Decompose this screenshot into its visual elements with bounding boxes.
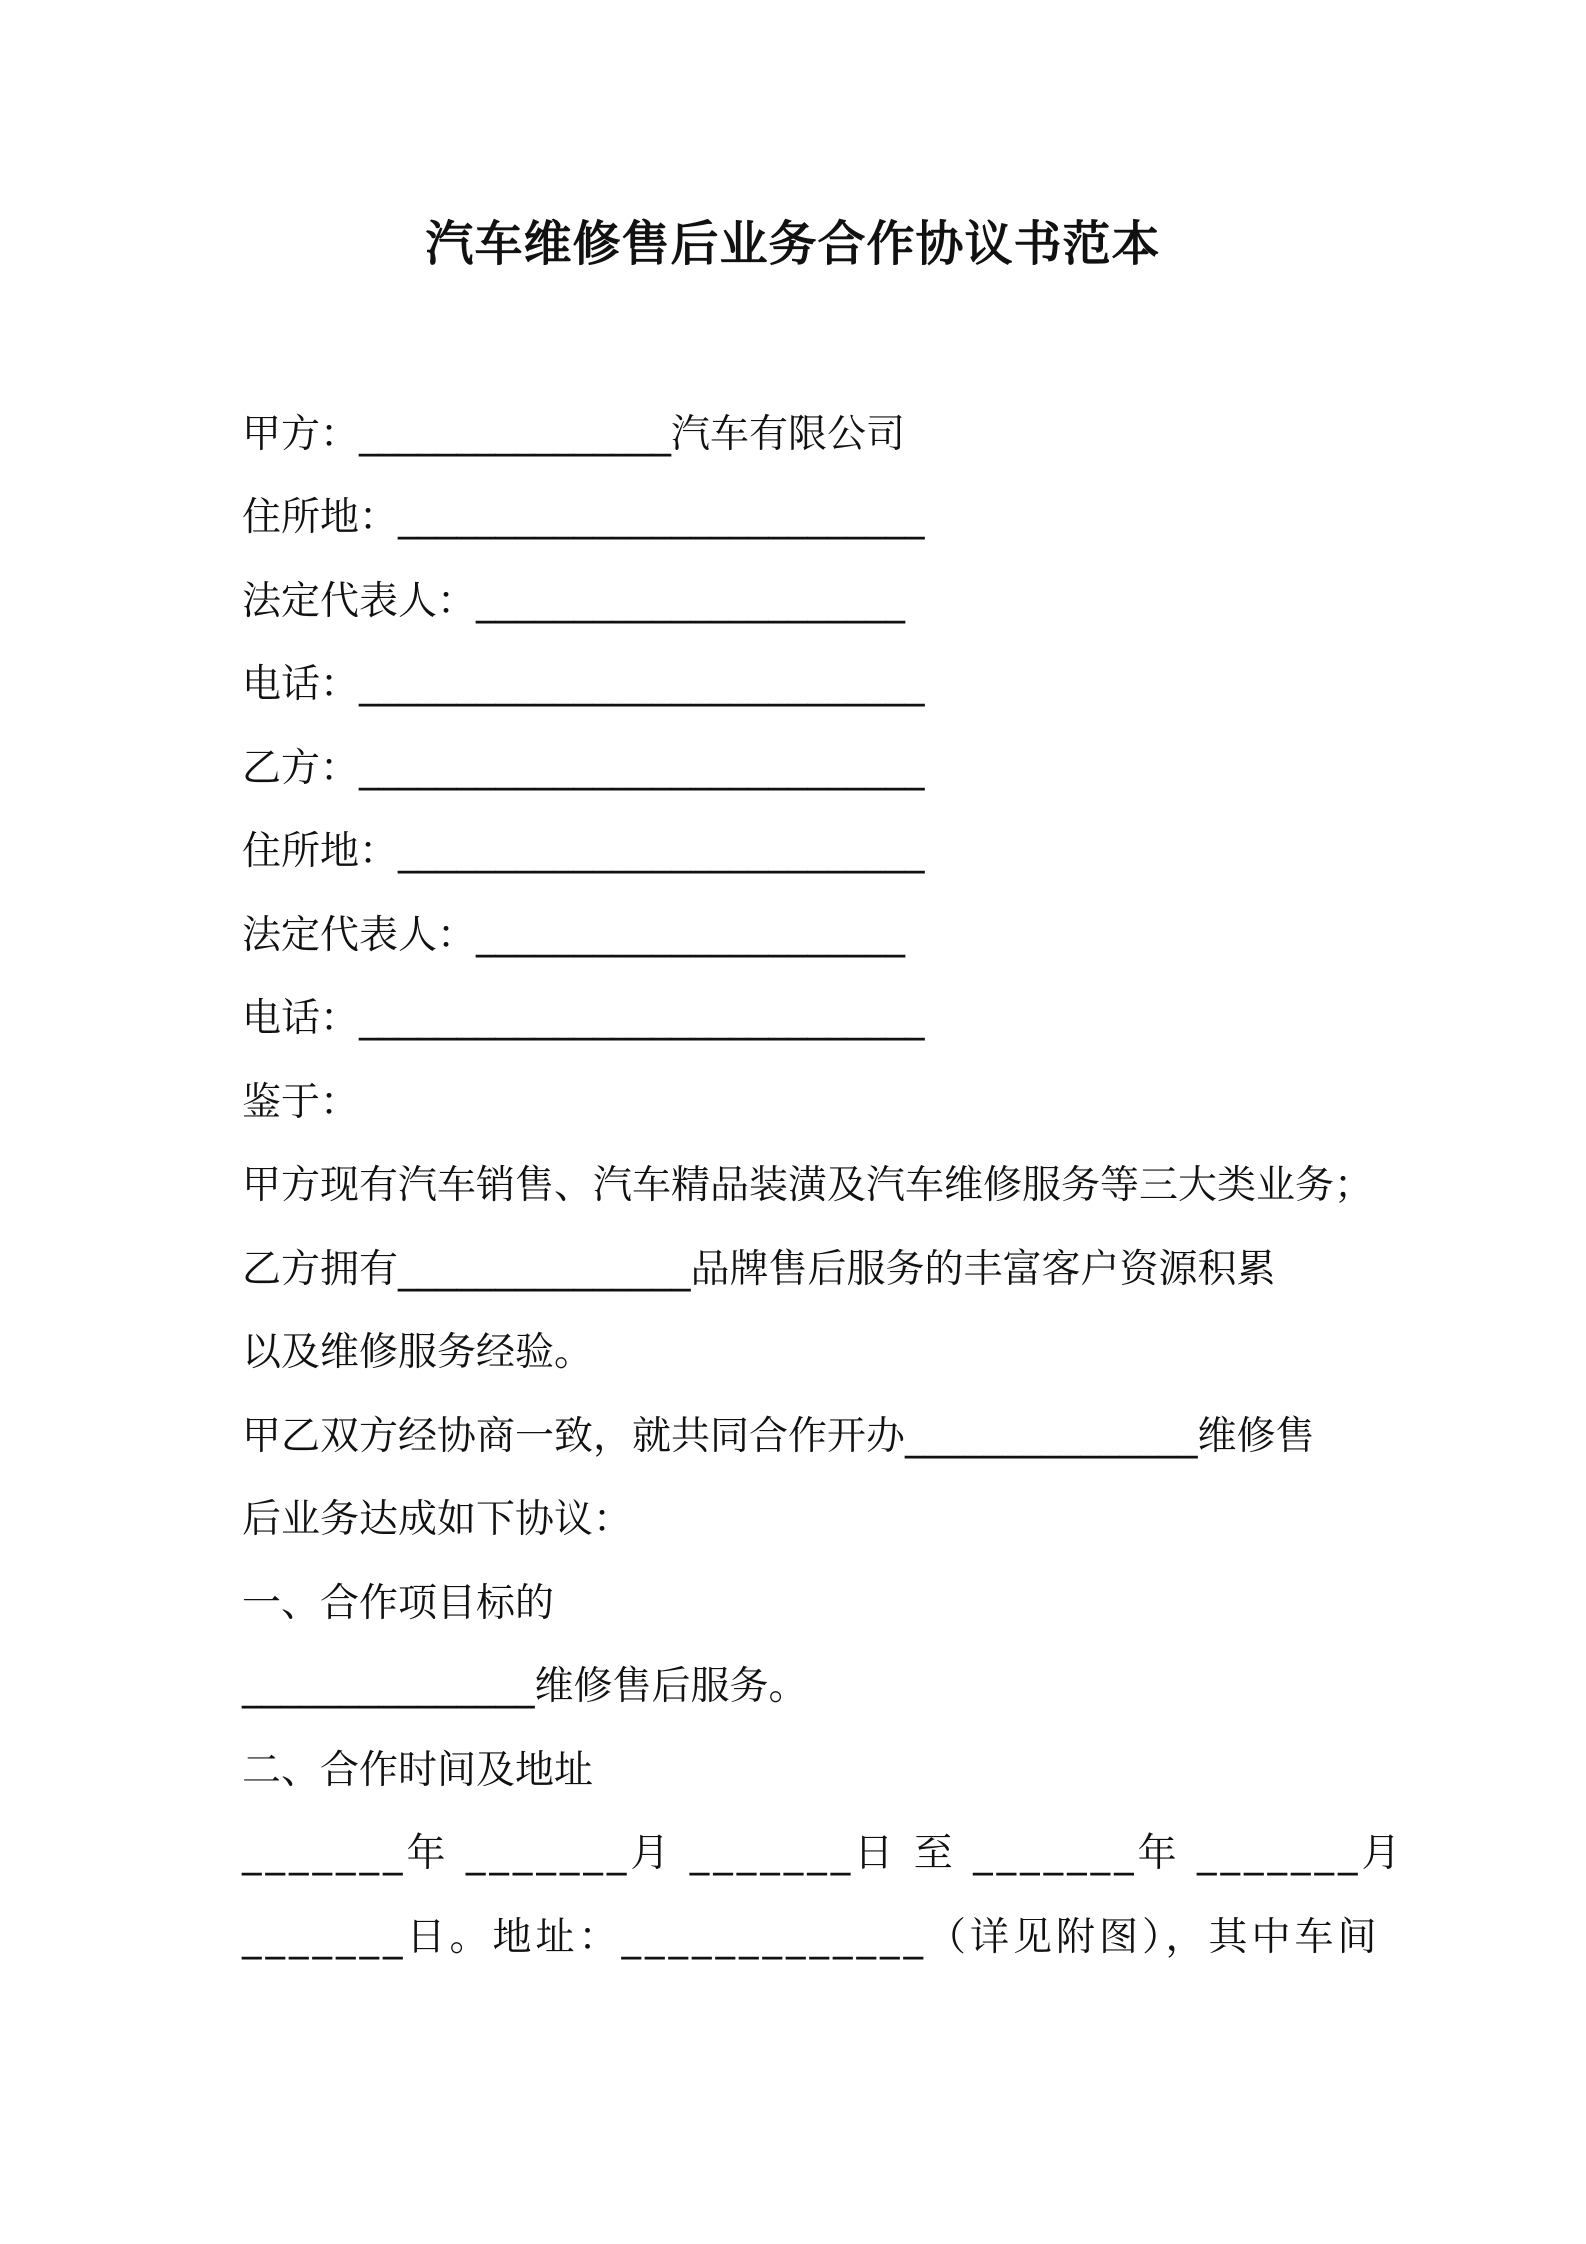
whereas-heading: 鉴于： — [242, 1080, 360, 1125]
paragraph-line: _______日。地址：_____________（详见附图），其中车间 — [242, 1915, 1381, 1960]
section-heading-1: 一、合作项目标的 — [242, 1581, 555, 1626]
paragraph-line: _______________维修售后服务。 — [242, 1664, 808, 1709]
party-a-phone: 电话：_____________________________ — [242, 662, 925, 707]
paragraph-line: 乙方拥有_______________品牌售后服务的丰富客户资源积累 — [242, 1247, 1276, 1292]
paragraph-line: 以及维修服务经验。 — [242, 1330, 594, 1375]
party-a-legal-rep: 法定代表人：______________________ — [242, 579, 906, 624]
paragraph-line: _______年 _______月 _______日 至 _______年 _______月 — [242, 1831, 1405, 1876]
party-a-name: 甲方：________________汽车有限公司 — [242, 412, 906, 457]
document-title: 汽车维修售后业务合作协议书范本 — [425, 216, 1161, 272]
party-b-name: 乙方：_____________________________ — [242, 746, 925, 791]
party-a-address: 住所地：___________________________ — [242, 495, 925, 540]
party-b-legal-rep: 法定代表人：______________________ — [242, 913, 906, 958]
paragraph-line: 甲方现有汽车销售、汽车精品装潢及汽车维修服务等三大类业务； — [242, 1163, 1374, 1208]
paragraph-line: 后业务达成如下协议： — [242, 1497, 633, 1542]
party-b-address: 住所地：___________________________ — [242, 829, 925, 874]
section-heading-2: 二、合作时间及地址 — [242, 1748, 594, 1793]
paragraph-line: 甲乙双方经协商一致，就共同合作开办_______________维修售 — [242, 1414, 1315, 1459]
party-b-phone: 电话：_____________________________ — [242, 996, 925, 1041]
